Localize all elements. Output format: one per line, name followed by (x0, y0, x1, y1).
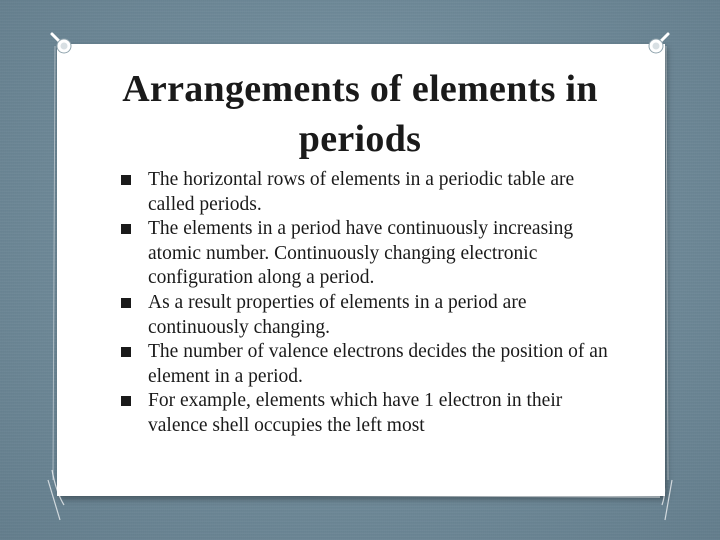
square-bullet-icon (121, 224, 131, 234)
thumbtack-icon (644, 30, 674, 60)
bullet-item (148, 389, 618, 438)
bullet-text: As a result properties of elements in a period are continuously changing. (148, 291, 527, 338)
slide-title: Arrangements of elements in periods (122, 68, 598, 160)
bullet-item (148, 291, 618, 340)
bullet-text: The number of valence electrons decides the position of an element in a period. (148, 341, 608, 387)
square-bullet-icon (121, 347, 131, 357)
square-bullet-icon (121, 396, 131, 406)
square-bullet-icon (121, 298, 131, 308)
square-bullet-icon (121, 175, 131, 185)
bullet-text: For example, elements which have 1 electron in their valence shell occupies the left most (148, 390, 563, 436)
bullet-text: The horizontal rows of elements in a periodic table are called periods. (148, 169, 575, 215)
bullet-item (148, 168, 618, 217)
thumbtack-icon (46, 30, 76, 60)
bullet-item (148, 340, 618, 389)
bullet-list (148, 168, 618, 439)
bullet-item (148, 217, 618, 291)
bullet-text: The elements in a period have continuously increasing atomic number. Continuously changing electronic configuration along a period. (148, 218, 574, 289)
